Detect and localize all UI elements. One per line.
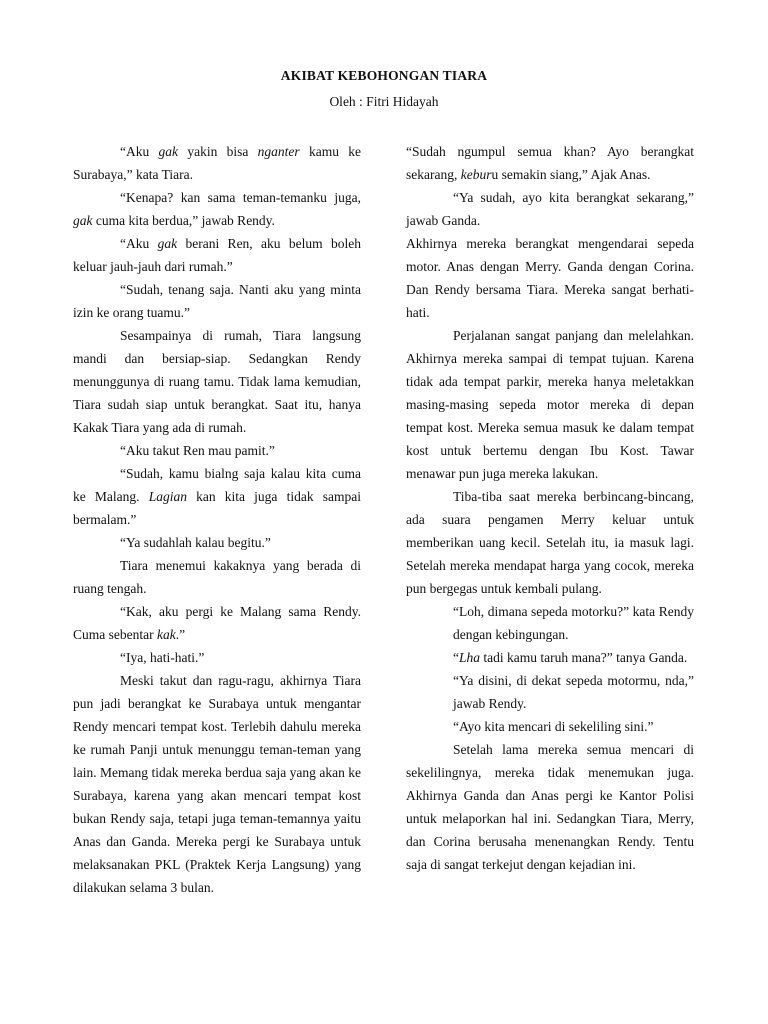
text-run: “Sudah, tenang saja. Nanti aku yang minta izin ke orang tuamu.” [73, 282, 361, 320]
text-run: Perjalanan sangat panjang dan melelahkan. Akhirnya mereka sampai di tempat tujuan. Karena tidak ada tempat parkir, mereka hanya meletakkan masing-masing sepeda motor mereka di depan tempat kost. Mereka semua masuk ke dalam tempat kost untuk bertemu dengan Ibu Kost. Tawar menawar pun juga mereka lakukan. [406, 328, 694, 481]
text-run: “Aku [120, 236, 158, 251]
paragraph [73, 600, 361, 646]
paragraph [406, 232, 694, 324]
text-run: tadi kamu taruh mana?” tanya Ganda. [480, 650, 688, 665]
text-run: “Kak, aku pergi ke Malang sama Rendy. Cuma sebentar [73, 604, 361, 642]
text-run: “Loh, dimana sepeda motorku?” kata Rendy dengan kebingungan. [453, 604, 694, 642]
text-run: berani Ren, aku belum boleh keluar jauh-jauh dari rumah.” [73, 236, 361, 274]
italic-text-run: kak [156, 627, 176, 642]
paragraph [73, 186, 361, 232]
text-run: “Kenapa? kan sama teman-temanku juga, [120, 190, 361, 205]
paragraph [406, 715, 694, 738]
paragraph [73, 140, 361, 186]
paragraph [406, 669, 694, 715]
paragraph [73, 646, 361, 669]
paragraph [406, 485, 694, 600]
italic-text-run: gak [73, 213, 93, 228]
text-run: cuma kita berdua,” jawab Rendy. [92, 213, 275, 228]
paragraph [73, 531, 361, 554]
text-run: “Aku [120, 144, 159, 159]
italic-text-run: Lagian [148, 489, 187, 504]
paragraph [406, 600, 694, 646]
paragraph [73, 462, 361, 531]
text-run: .” [175, 627, 186, 642]
paragraph [73, 669, 361, 899]
text-run: “ [453, 650, 459, 665]
paragraph [73, 554, 361, 600]
text-run: Tiba-tiba saat mereka berbincang-bincang, ada suara pengamen Merry keluar untuk memberikan uang kecil. Setelah itu, ia masuk lagi. Setelah mereka mendapat harga yang cocok, mereka pun bergegas untuk kembali pulang. [406, 489, 694, 596]
text-run: “Sudah, kamu bialng saja kalau kita cuma ke Malang. [73, 466, 361, 504]
text-run: u semakin siang,” Ajak Anas. [491, 167, 651, 182]
text-run: “Sudah ngumpul semua khan? Ayo berangkat sekarang, [406, 144, 694, 182]
text-run: “Ya sudahlah kalau begitu.” [120, 535, 271, 550]
text-run: yakin bisa [178, 144, 258, 159]
paragraph [406, 140, 694, 186]
text-run: Akhirnya mereka berangkat mengendarai sepeda motor. Anas dengan Merry. Ganda dengan Corina. Dan Rendy bersama Tiara. Mereka sangat berhati-hati. [406, 236, 694, 320]
text-run: kamu ke Surabaya,” kata Tiara. [73, 144, 361, 182]
paragraph [406, 186, 694, 232]
left-text-column [73, 140, 361, 899]
right-text-column [406, 140, 694, 876]
italic-text-run: nganter [257, 144, 300, 159]
italic-text-run: kebur [460, 167, 492, 182]
paragraph [73, 232, 361, 278]
document-title: AKIBAT KEBOHONGAN TIARA [280, 68, 488, 83]
paragraph [406, 646, 694, 669]
paragraph [73, 278, 361, 324]
paragraph [73, 439, 361, 462]
italic-text-run: gak [157, 236, 178, 251]
text-run: Meski takut dan ragu-ragu, akhirnya Tiara pun jadi berangkat ke Surabaya untuk mengantar Rendy mencari tempat kost. Terlebih dahulu mereka ke rumah Panji untuk menunggu teman-teman yang lain. Memang tidak mereka berdua saja yang akan ke Surabaya, karena yang akan mencari tempat kost bukan Rendy saja, tetapi juga teman-temannya yaitu Anas dan Ganda. Mereka pergi ke Surabaya untuk melaksanakan PKL (Praktek Kerja Langsung) yang dilakukan selama 3 bulan. [73, 673, 361, 895]
text-run: “Ayo kita mencari di sekeliling sini.” [453, 719, 654, 734]
text-run: Setelah lama mereka semua mencari di sekelilingnya, mereka tidak menemukan juga. Akhirnya Ganda dan Anas pergi ke Kantor Polisi untuk melaporkan hal ini. Sedangkan Tiara, Merry, dan Corina berusaha menenangkan Rendy. Tentu saja di sangat terkejut dengan kejadian ini. [406, 742, 694, 872]
text-run: Sesampainya di rumah, Tiara langsung mandi dan bersiap-siap. Sedangkan Rendy menunggunya di ruang tamu. Tidak lama kemudian, Tiara sudah siap untuk berangkat. Saat itu, hanya Kakak Tiara yang ada di rumah. [73, 328, 361, 435]
paragraph [73, 324, 361, 439]
text-run: kan kita juga tidak sampai bermalam.” [73, 489, 361, 527]
italic-text-run: gak [158, 144, 179, 159]
document-author: Oleh : Fitri Hidayah [329, 94, 439, 109]
text-run: “Iya, hati-hati.” [120, 650, 205, 665]
text-run: “Ya disini, di dekat sepeda motormu, nda,” jawab Rendy. [453, 673, 694, 711]
text-run: Tiara menemui kakaknya yang berada di ruang tengah. [73, 558, 361, 596]
paragraph [406, 324, 694, 485]
italic-text-run: Lha [459, 650, 481, 665]
paragraph [406, 738, 694, 876]
text-run: “Aku takut Ren mau pamit.” [120, 443, 275, 458]
text-run: “Ya sudah, ayo kita berangkat sekarang,” jawab Ganda. [406, 190, 694, 228]
